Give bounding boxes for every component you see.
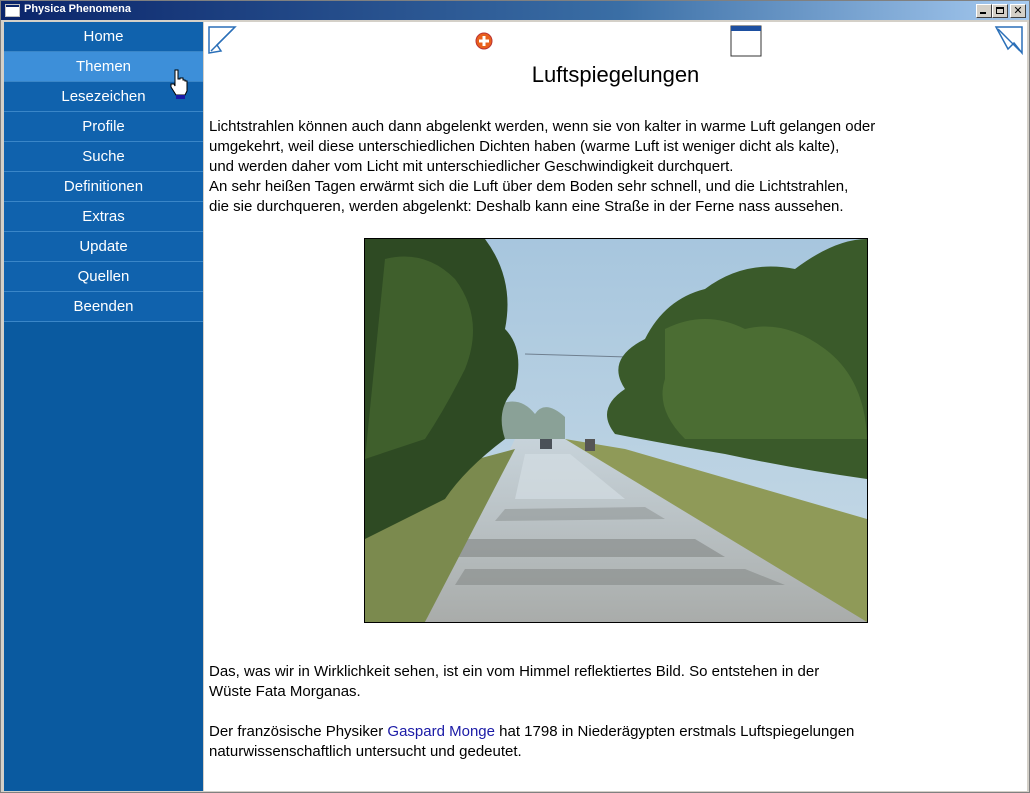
forward-arrow-icon[interactable] [994,25,1024,55]
intro-line: umgekehrt, weil diese unterschiedlichen Dichten haben (warme Luft ist weniger dicht als kalte), [209,138,840,155]
history-text-before: Der französische Physiker [209,723,388,740]
nav-item-beenden[interactable]: Beenden [4,292,203,322]
mirage-explanation [209,662,819,702]
explanation-line: Wüste Fata Morganas. [209,683,361,700]
history-line [209,722,854,742]
maximize-icon [996,7,1004,14]
window-icon[interactable] [730,25,762,57]
page-title: Luftspiegelungen [531,62,700,87]
intro-line: die sie durchqueren, werden abgelenkt: Deshalb kann eine Straße in der Ferne nass aussehen. [209,198,844,215]
title-bar[interactable] [1,1,1029,20]
mirage-road-photo [364,238,868,623]
app-icon [5,4,20,17]
gaspard-monge-link[interactable]: Gaspard Monge [387,723,495,740]
window-title: Physica Phenomena [24,3,131,15]
explanation-line: Das, was wir in Wirklichkeit sehen, ist ein vom Himmel reflektiertes Bild. So entstehen in der [209,663,820,680]
history-text-after: hat 1798 in Niederägypten erstmals Luftspiegelungen [494,723,855,740]
nav-item-home[interactable]: Home [4,22,203,52]
road-image [365,239,867,622]
back-arrow-icon[interactable] [207,25,237,55]
minimize-button[interactable] [976,4,992,18]
add-bookmark-icon[interactable] [475,32,493,50]
nav-item-extras[interactable]: Extras [4,202,203,232]
sidebar-nav [4,22,203,791]
intro-line: An sehr heißen Tagen erwärmt sich die Luft über dem Boden sehr schnell, und die Lichtstrahlen, [209,178,849,195]
nav-item-suche[interactable]: Suche [4,142,203,172]
nav-item-lesezeichen[interactable]: Lesezeichen [4,82,203,112]
nav-item-definitionen[interactable]: Definitionen [4,172,203,202]
maximize-button[interactable] [992,4,1008,18]
minimize-icon [980,12,986,14]
content-area [204,22,1027,791]
intro-line: Lichtstrahlen können auch dann abgelenkt werden, wenn sie von kalter in warme Luft gelangen oder [209,118,876,135]
nav-item-update[interactable]: Update [4,232,203,262]
intro-paragraph [209,117,875,217]
intro-line: und werden daher vom Licht mit unterschiedlicher Geschwindigkeit durchquert. [209,158,734,175]
history-line: naturwissenschaftlich untersucht und gedeutet. [209,743,522,760]
close-button[interactable] [1010,4,1026,18]
hand-cursor-icon [170,69,190,99]
nav-item-profile[interactable]: Profile [4,112,203,142]
history-paragraph [209,722,854,762]
close-icon: ✕ [1013,4,1023,17]
nav-item-themen[interactable]: Themen [4,52,203,82]
nav-item-quellen[interactable]: Quellen [4,262,203,292]
